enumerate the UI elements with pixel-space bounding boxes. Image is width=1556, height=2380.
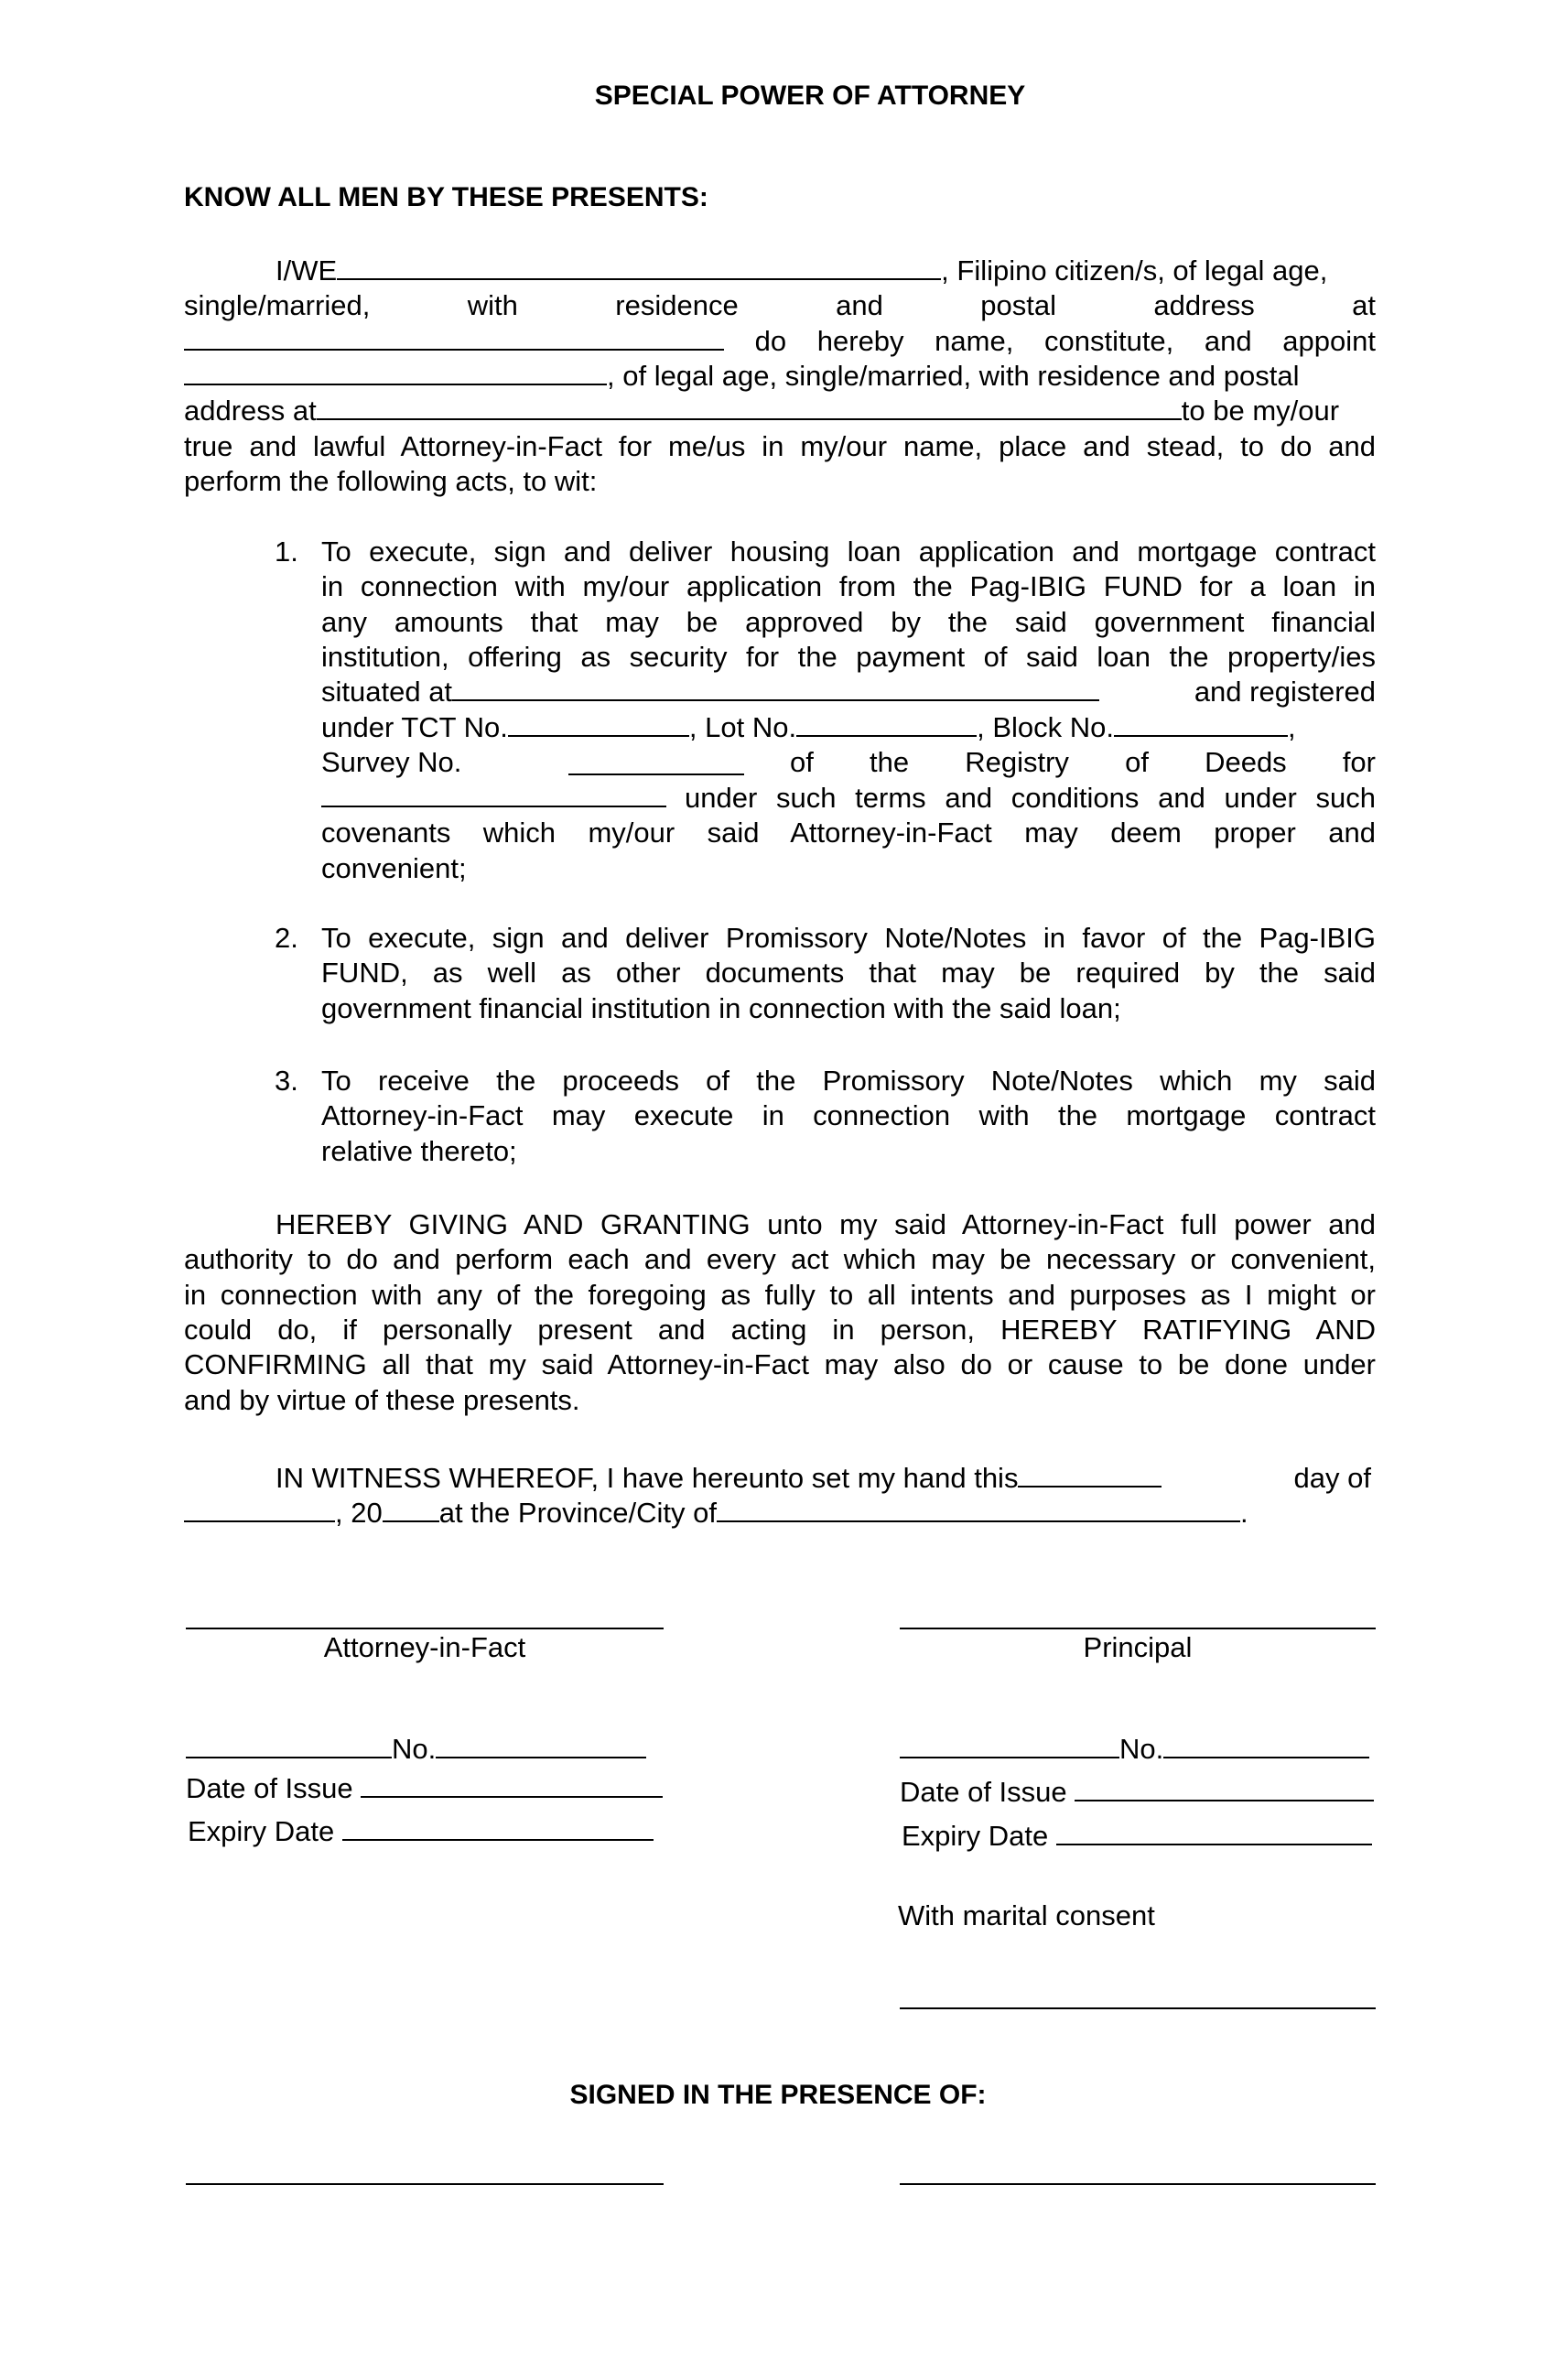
- tct-no-blank[interactable]: [508, 711, 689, 737]
- marital-consent-label: With marital consent: [898, 1899, 1155, 1931]
- list-item: 2. To execute, sign and deliver Promissory Note/Notes in favor of the Pag-IBIG FUND, as well as other documents that may be required by the said government financial institution in connection with the said loan;: [275, 922, 1376, 1024]
- item-number: 1.: [275, 536, 298, 568]
- document-title: SPECIAL POWER OF ATTORNEY: [594, 81, 1026, 111]
- opening-line-1: I/WE , Filipino citizen/s, of legal age,: [276, 254, 1328, 287]
- year-blank[interactable]: [383, 1497, 439, 1522]
- principal-id-row: No.: [900, 1733, 1369, 1766]
- attorney-expiry-date-blank[interactable]: [342, 1815, 654, 1841]
- attorney-id-no-blank[interactable]: [436, 1733, 646, 1758]
- item-number: 2.: [275, 922, 298, 954]
- block-no-blank[interactable]: [1114, 711, 1288, 737]
- attorney-label: Attorney-in-Fact: [323, 1631, 526, 1663]
- intro-heading: KNOW ALL MEN BY THESE PRESENTS:: [184, 182, 708, 212]
- spouse-signature-line[interactable]: [900, 2007, 1376, 2009]
- opening-line-7: perform the following acts, to wit:: [184, 465, 598, 497]
- principal-signature-line[interactable]: [900, 1628, 1376, 1629]
- list-item: 1. To execute, sign and deliver housing loan application and mortgage contract in connection with my/our application from the Pag-IBIG FUND for a loan in any amounts that may be approved by the said government financial institution, offering as security for the payment of said loan the property/ies situated at and registered under TCT No. , Lot No. , Block No. , Survey No. of the Registry of Deeds for under such terms and conditions and under such covenants which my/our said Attorney-in-Fact may deem proper and convenient;: [275, 536, 1376, 884]
- attorney-expiry-date-row: Expiry Date: [188, 1815, 654, 1848]
- province-city-blank[interactable]: [717, 1497, 1240, 1522]
- opening-paragraph: [184, 254, 1376, 511]
- list-item: 3. To receive the proceeds of the Promissory Note/Notes which my said Attorney-in-Fact may execute in connection with the mortgage contract relative thereto;: [275, 1065, 1376, 1167]
- attorney-signature-line[interactable]: [186, 1628, 664, 1629]
- attorney-id-type-blank[interactable]: [186, 1733, 392, 1758]
- name-blank[interactable]: [337, 254, 941, 280]
- opening-line-3: do hereby name, constitute, and appoint: [184, 325, 1376, 358]
- attorney-address-blank[interactable]: [317, 395, 1182, 420]
- registry-of-deeds-blank[interactable]: [321, 782, 666, 807]
- attorney-date-of-issue-row: Date of Issue: [186, 1772, 663, 1805]
- opening-line-4: , of legal age, single/married, with residence and postal: [184, 360, 1300, 393]
- survey-no-blank[interactable]: [568, 750, 744, 775]
- principal-id-type-blank[interactable]: [900, 1733, 1119, 1758]
- month-blank[interactable]: [184, 1497, 335, 1522]
- lot-no-blank[interactable]: [796, 711, 977, 737]
- witness-signature-line-2[interactable]: [900, 2183, 1376, 2185]
- witness-signature-line-1[interactable]: [186, 2183, 664, 2185]
- opening-line-5: address at to be my/our: [184, 395, 1340, 427]
- principal-date-of-issue-blank[interactable]: [1075, 1776, 1374, 1801]
- opening-line-2: single/married, with residence and postal address at: [184, 289, 1376, 321]
- principal-label: Principal: [1083, 1631, 1193, 1663]
- item-number: 3.: [275, 1065, 298, 1097]
- principal-date-of-issue-row: Date of Issue: [900, 1776, 1374, 1809]
- opening-line-6: true and lawful Attorney-in-Fact for me/us in my/our name, place and stead, to do and: [184, 430, 1376, 462]
- granting-paragraph: HEREBY GIVING AND GRANTING unto my said Attorney-in-Fact full power and authority to do and perform each and every act which may be necessary or convenient, in connection with any of the foregoing as fully to all intents and purposes as I might or could do, if personally present and acting in person, HEREBY RATIFYING AND CONFIRMING all that my said Attorney-in-Fact may also do or cause to be done under and by virtue of these presents.: [184, 1208, 1376, 1416]
- witness-paragraph: IN WITNESS WHEREOF, I have hereunto set my hand this day of , 20 at the Province/City of .: [184, 1462, 1376, 1535]
- address-blank[interactable]: [184, 325, 724, 351]
- principal-id-no-blank[interactable]: [1163, 1733, 1369, 1758]
- attorney-id-row: No.: [186, 1733, 646, 1766]
- principal-expiry-date-row: Expiry Date: [902, 1820, 1372, 1853]
- attorney-name-blank[interactable]: [184, 360, 607, 385]
- principal-expiry-date-blank[interactable]: [1056, 1820, 1372, 1845]
- attorney-date-of-issue-blank[interactable]: [361, 1772, 663, 1798]
- day-blank[interactable]: [1018, 1462, 1162, 1488]
- property-location-blank[interactable]: [452, 676, 1099, 701]
- presence-heading: SIGNED IN THE PRESENCE OF:: [569, 2080, 987, 2110]
